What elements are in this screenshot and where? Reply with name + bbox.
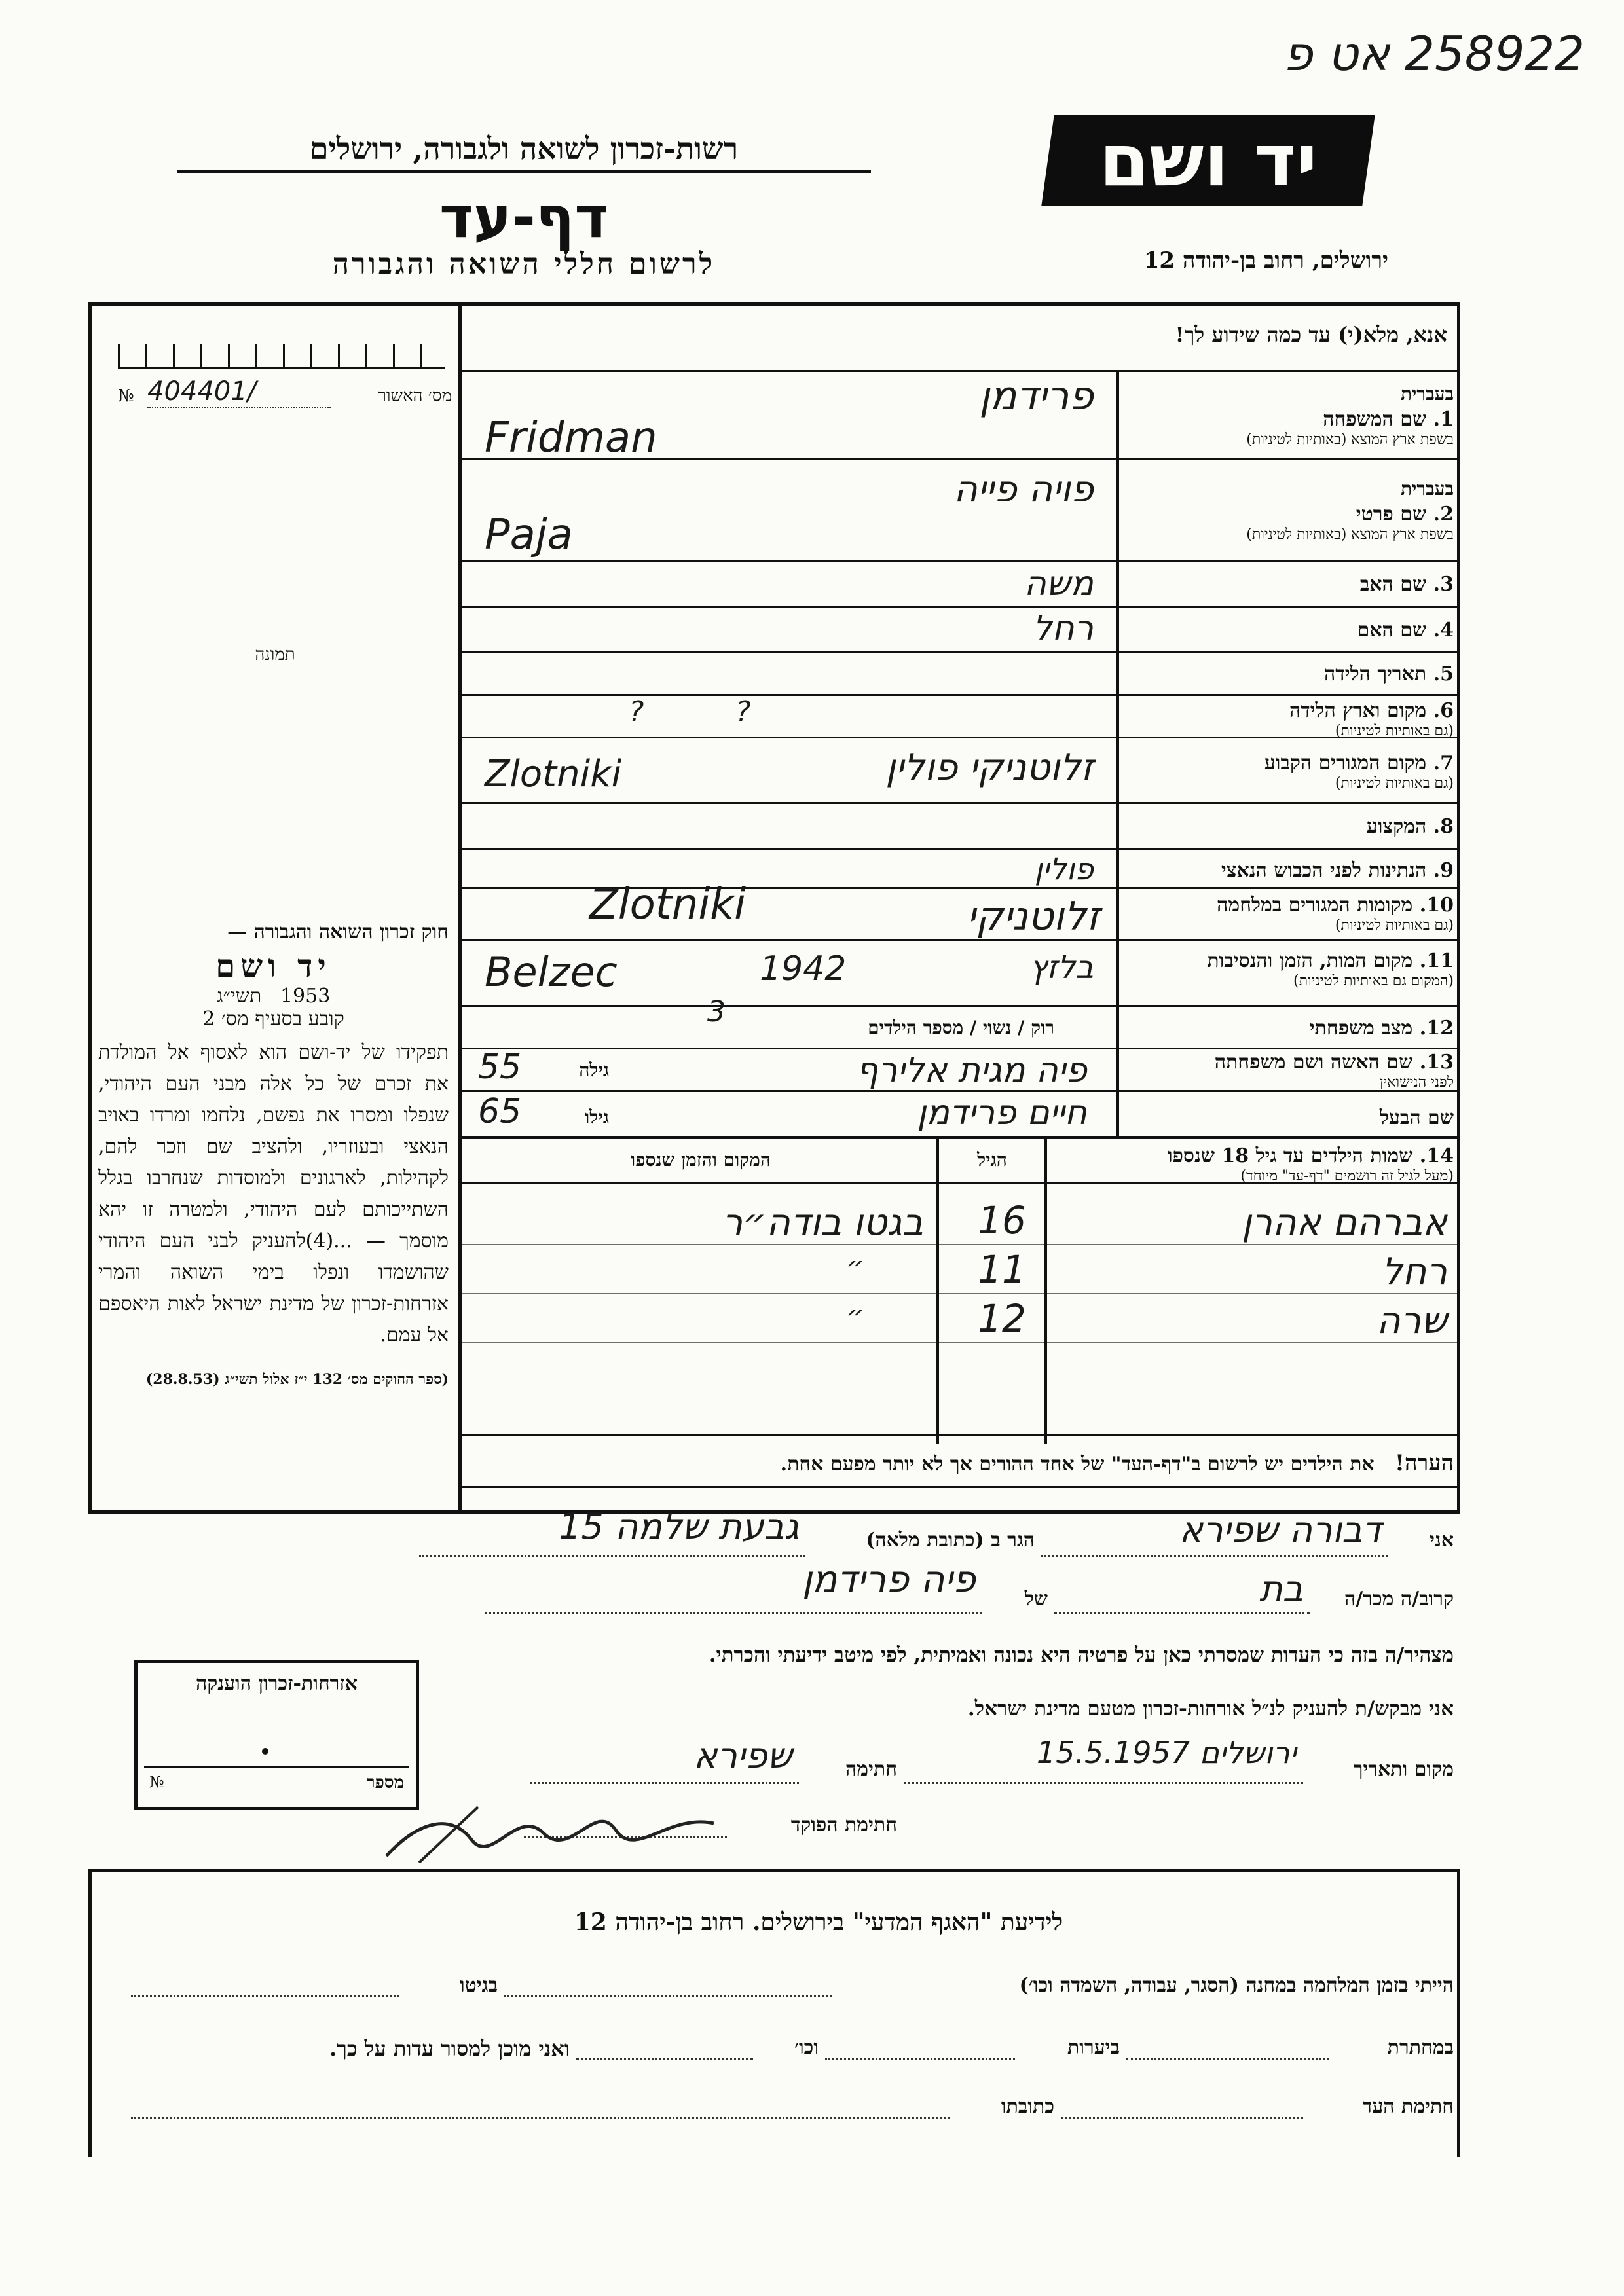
of-label: של [1024,1588,1048,1611]
citizenship-box [134,1660,419,1810]
info-line2-a: במחתרת [1387,2036,1454,2059]
wife-value: פיה מגית אלירף [856,1051,1087,1090]
child-name: שרה [1376,1300,1447,1342]
citizenship-box-title: אזרחות-זכרון הוענקה [195,1672,358,1695]
residence-hebrew-value: זלוטניקי פולין [885,746,1094,789]
instruction: אנא, מלא(י) עד כמה שידוע לך! [1175,322,1447,347]
child-name: רחל [1381,1250,1447,1293]
child-place: ״ [845,1250,864,1284]
death-place-note: (המקום גם באותיות לטיניות) [1293,973,1454,989]
wife-num: 13. [1419,1051,1454,1074]
law-name: יד ושם [215,948,331,985]
info-line2-d: ואני מוכן למסור עדות על כך. [329,2036,570,2061]
first-name-hebrew-value: פויה פייה [953,468,1094,511]
children-count: 3 [707,995,726,1029]
birth-place-label: מקום וארץ הלידה [1289,699,1427,722]
registration-label: מס׳ האשור [378,386,452,406]
child-place: בגטו בודה״ר [722,1201,923,1244]
form-subtitle: לרשום חללי השואה והגבורה [332,247,716,281]
registration-prefix: № [118,386,134,406]
field-residence [1126,752,1454,792]
form-title: דף-עד [439,183,608,251]
field-wife [1126,1051,1454,1091]
first-name-hebrew-tag: בעברית [1400,478,1454,500]
death-place-hebrew-value: בלזץ [1029,949,1094,986]
law-clause: קובע בסעיף מס׳ 2 [202,1008,344,1030]
address-value: גבעת שלמה 15 [559,1506,799,1547]
law-text: תפקידו של יד-ושם הוא לאסוף אל המולדת את זכרם של כל אלה מבני העם היהודי, שנפלו ומסרו את נפשם, נלחמו ומרדו באויב הנאצי ובעוזריו, ולהציב שם וזכר להם, לקהילות, לארגונים ולמוסדות שנחרבו בגלל השתייכותם לעם היהודי, ולמטרה זו יהא מוסמך — ...(4)להעניק לבני העם היהודי שהושמדו ונפלו בימי השואה והמרי אזרחות-זכרון של מדינת ישראל לאות היאספם אל עמם. [98,1041,449,1347]
authority-name: רשות-זכרון לשואה ולגבורה, ירושלים [177,131,871,173]
registration-ticks [118,344,445,369]
family-name-label: שם המשפחה [1323,408,1427,431]
family-name-hebrew-tag: בעברית [1400,383,1454,405]
first-name-label: שם פרטי [1356,503,1427,526]
declaration-text: מצהיר/ה בזה כי העדות שמסרתי כאן על פרטיה היא נכונה ואמיתית, לפי מיטב ידיעתי והכרתי. [709,1643,1454,1667]
wartime-residence-num: 10. [1419,894,1454,917]
law-block [98,917,449,1388]
of-value: פיה פרידמן [802,1558,976,1601]
father-num: 3. [1433,573,1454,596]
husband-age-label: גילו [585,1106,609,1128]
father-value: משה [1024,564,1094,604]
law-title: חוק זכרון השואה והגבורה — [227,920,449,943]
first-name-latin-value: Paja [485,511,573,559]
registration-number: 404401/ [147,376,331,408]
clerk-signature-scribble [380,1794,720,1866]
field-citizenship [1126,859,1454,882]
child-age: 16 [978,1198,1026,1243]
declarant-label: אני [1430,1529,1454,1552]
mother-value: רחל [1033,609,1094,648]
institution-address: ירושלים, רחוב בן-יהודה 12 [1143,247,1388,274]
yad-vashem-logo [1041,115,1375,206]
husband-label: שם הבעל [1379,1106,1454,1129]
marital-options: רוק / נשוי / מספר הילדים [868,1017,1054,1038]
children-header [1054,1144,1454,1184]
declarant-name: דבורה שפירא [1179,1509,1382,1550]
request-text: אני מבקש/ת להעניק לנ״ל אורחות-זכרון מטעם מדינת ישראל. [967,1697,1454,1721]
child-age: 11 [978,1247,1026,1292]
birth-date-num: 5. [1433,663,1454,685]
field-birth-place [1126,699,1454,739]
field-family-name [1126,383,1454,448]
child-name: אברהם אהרן [1242,1201,1447,1244]
wartime-residence-note: (גם באותיות לטיניות) [1335,917,1454,934]
death-place-latin-value: Belzec [485,948,618,996]
info-line2-c: וכו׳ [794,2036,819,2059]
profession-num: 8. [1433,815,1454,838]
death-place-label: מקום המות, הזמן והנסיבות [1207,949,1413,972]
children-note: (מעל לגיל זה רושמים "דף-עד" מיוחד) [1240,1168,1454,1184]
marital-num: 12. [1419,1017,1454,1040]
wife-age: 55 [478,1048,522,1087]
wartime-residence-hebrew-value: זלוטניקי [967,894,1100,939]
first-name-note: בשפת ארץ המוצא (באותיות לטיניות) [1246,526,1454,543]
field-mother [1126,619,1454,642]
field-birth-date [1126,663,1454,685]
clerk-label: חתימת הפוקד [790,1813,897,1836]
field-first-name [1126,478,1454,543]
children-place-header: המקום והזמן שנספו [631,1149,771,1171]
child-place: ״ [845,1300,864,1333]
death-year-value: 1942 [760,949,847,989]
field-wartime-residence [1126,894,1454,934]
husband-age: 65 [478,1092,522,1131]
wife-label: שם האשה ושם משפחתה [1214,1051,1413,1074]
signature-label: חתימה [845,1758,897,1781]
family-name-note: בשפת ארץ המוצא (באותיות לטיניות) [1246,431,1454,448]
law-year: 1953 [280,985,331,1008]
mother-label: שם האם [1357,619,1427,642]
husband-value: חיים פרידמן [917,1093,1087,1133]
relation-value: בת [1259,1568,1303,1609]
residence-latin-value: Zlotniki [485,753,622,795]
wife-note: לפני הנישואין [1379,1074,1454,1091]
family-name-latin-value: Fridman [485,414,657,462]
field-marital-status [1126,1017,1454,1040]
birth-place-value: ? ? [629,695,751,729]
birth-place-num: 6. [1433,699,1454,722]
wartime-residence-latin-value: Zlotniki [589,881,747,929]
photo-label: תמונה [255,645,295,665]
marital-label: מצב משפחתי [1309,1017,1413,1040]
signature-value: שפירא [693,1735,792,1776]
info-line1-a: הייתי בזמן המלחמה במחנה (הסגר, עבודה, השמדה וכו׳) [1019,1974,1454,1997]
residence-note: (גם באותיות לטיניות) [1335,775,1454,792]
first-name-num: 2. [1433,503,1454,526]
children-title: שמות הילדים עד גיל 18 שנספו [1167,1144,1413,1167]
field-father [1126,573,1454,596]
birth-place-note: (גם באותיות לטיניות) [1335,723,1454,739]
relation-label: קרוב/ה מכר/ה [1344,1588,1454,1611]
info-title: לידיעת "האגף המדעי" בירושלים. רחוב בן-יהודה 12 [574,1908,1063,1936]
law-source: (ספר החוקים מס׳ 132 י״ז אלול תשי״ג (28.8.53) [145,1371,449,1388]
citizenship-box-prefix: № [149,1773,164,1791]
family-name-hebrew-value: פרידמן [979,373,1094,419]
children-num: 14. [1419,1144,1454,1167]
field-husband [1126,1106,1454,1129]
citizenship-dot [262,1748,268,1755]
citizenship-box-number: מספר [366,1773,404,1793]
death-place-num: 11. [1419,949,1454,972]
info-line2-b: ביערות [1067,2036,1120,2059]
residence-num: 7. [1433,752,1454,774]
info-line3-a: חתימת העד [1362,2095,1454,2118]
child-age: 12 [978,1296,1026,1341]
father-label: שם האב [1359,573,1427,596]
logo-text: יד ושם [1099,118,1318,202]
remark-label: הערה! [1395,1450,1454,1476]
address-label: הגר ב (כתובת מלאה) [866,1529,1035,1552]
info-line1-b: בגיטו [459,1974,498,1997]
remark-text: את הילדים יש לרשום ב"דף-העד" של אחד ההורים אך לא יותר מפעם אחת. [780,1453,1375,1476]
law-year-he: תשי״ג [216,985,262,1008]
family-name-num: 1. [1433,408,1454,431]
remark [471,1450,1454,1476]
children-age-header: הגיל [977,1149,1007,1171]
mother-num: 4. [1433,619,1454,642]
place-date-label: מקום ותאריך [1353,1758,1454,1781]
field-profession [1126,815,1454,838]
citizenship-num: 9. [1433,859,1454,882]
birth-date-label: תאריך הלידה [1324,663,1427,685]
wife-age-label: גילה [579,1059,609,1081]
archive-number: 258922 אט פ [1283,26,1585,81]
residence-label: מקום המגורים הקבוע [1264,752,1427,774]
place-date-value: ירושלים 15.5.1957 [1036,1735,1297,1770]
field-death-place [1126,949,1454,989]
profession-label: המקצוע [1366,815,1427,838]
citizenship-value: פולין [1034,851,1094,886]
citizenship-label: הנתינות לפני הכבוש הנאצי [1221,859,1427,882]
info-line3-b: כתובתו [1001,2095,1054,2118]
wartime-residence-label: מקומות המגורים במלחמה [1217,894,1413,917]
